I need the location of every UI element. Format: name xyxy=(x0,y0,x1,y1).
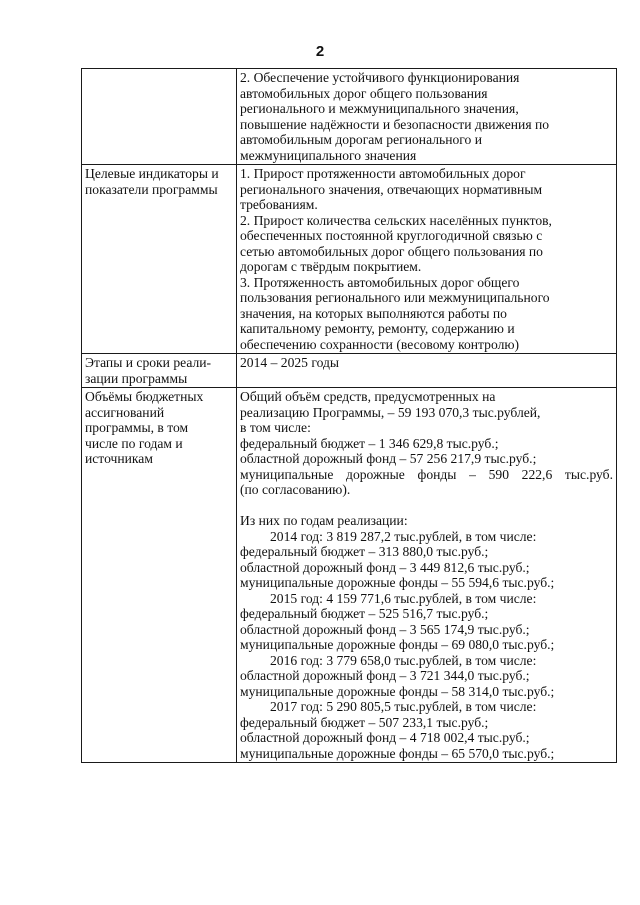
table-row xyxy=(82,69,617,165)
content-line: муниципальные дорожные фонды – 65 570,0 тыс.руб.; xyxy=(240,745,555,761)
content-line: областной дорожный фонд – 3 565 174,9 тыс.руб.; xyxy=(240,621,530,637)
content-line: 2. Обеспечение устойчивого функционирования xyxy=(240,70,520,85)
row-label-cell xyxy=(82,354,237,388)
label-line: Объёмы бюджетных xyxy=(85,389,204,404)
content-line: (по согласованию). xyxy=(240,482,351,497)
row-content-cell xyxy=(237,69,617,165)
content-line: муниципальные дорожные фонды – 69 080,0 тыс.руб.; xyxy=(240,637,555,652)
content-line: федеральный бюджет – 507 233,1 тыс.руб.; xyxy=(240,714,489,730)
row-content-cell xyxy=(237,388,617,763)
content-line: федеральный бюджет – 525 516,7 тыс.руб.; xyxy=(240,606,489,621)
content-line: областной дорожный фонд – 57 256 217,9 тыс.руб.; xyxy=(240,451,537,466)
content-line: 2014 год: 3 819 287,2 тыс.рублей, в том числе: xyxy=(270,528,537,544)
content-line: 3. Протяженность автомобильных дорог общего xyxy=(240,274,520,290)
content-line: сетью автомобильных дорог общего пользования по xyxy=(240,243,543,259)
row-label-cell xyxy=(82,69,237,165)
label-line: зации программы xyxy=(85,370,188,386)
content-line: 2017 год: 5 290 805,5 тыс.рублей, в том числе: xyxy=(270,699,537,714)
row-label-cell xyxy=(82,165,237,354)
label-line: источникам xyxy=(85,451,153,466)
label-line: программы, в том xyxy=(85,420,189,435)
content-line: 2016 год: 3 779 658,0 тыс.рублей, в том числе: xyxy=(270,652,537,668)
content-line: автомобильных дорог общего пользования xyxy=(240,85,488,101)
content-line: реализацию Программы, – 59 193 070,3 тыс.рублей, xyxy=(240,404,541,420)
content-line: Общий объём средств, предусмотренных на xyxy=(240,389,496,404)
content-line: требованиям. xyxy=(240,197,318,212)
page-number: 2 xyxy=(315,43,325,60)
content-line: капитальному ремонту, ремонту, содержанию и xyxy=(240,321,515,336)
content-line: Из них по годам реализации: xyxy=(240,513,408,528)
label-line: ассигнований xyxy=(85,404,165,420)
content-line: обеспеченных постоянной круглогодичной связью с xyxy=(240,228,543,243)
content-line: значения, на которых выполняются работы по xyxy=(240,305,507,321)
content-line: обеспечению сохранности (весовому контролю) xyxy=(240,336,520,352)
content-line: областной дорожный фонд – 4 718 002,4 тыс.руб.; xyxy=(240,730,530,745)
label-line: Целевые индикаторы и xyxy=(85,166,219,181)
row-content-cell xyxy=(237,165,617,354)
content-line: 2014 – 2025 годы xyxy=(240,355,340,370)
label-line: Этапы и сроки реали- xyxy=(85,355,212,370)
content-line: 2015 год: 4 159 771,6 тыс.рублей, в том числе: xyxy=(270,590,537,606)
content-line: федеральный бюджет – 1 346 629,8 тыс.руб.; xyxy=(240,435,499,451)
content-line: в том числе: xyxy=(240,420,311,435)
content-line: межмуниципального значения xyxy=(240,147,417,163)
row-label-cell xyxy=(82,388,237,763)
content-line: автомобильным дорогам регионального и xyxy=(240,132,482,147)
table-row xyxy=(82,354,617,388)
content-line: муниципальные дорожные фонды – 590 222,6 тыс.руб. xyxy=(240,466,613,482)
content-line: областной дорожный фонд – 3 721 344,0 тыс.руб.; xyxy=(240,668,530,683)
content-line: федеральный бюджет – 313 880,0 тыс.руб.; xyxy=(240,544,489,559)
content-line: пользования регионального или межмуниципального xyxy=(240,290,550,305)
blank-line xyxy=(240,498,613,514)
label-line: числе по годам и xyxy=(85,435,183,451)
row-content-cell xyxy=(237,354,617,388)
content-line: регионального значения, отвечающих нормативным xyxy=(240,181,543,197)
table-row xyxy=(82,388,617,763)
content-line: муниципальные дорожные фонды – 55 594,6 тыс.руб.; xyxy=(240,575,555,590)
content-line: повышение надёжности и безопасности движения по xyxy=(240,116,550,132)
table-row xyxy=(82,165,617,354)
content-line: 1. Прирост протяженности автомобильных дорог xyxy=(240,166,526,181)
program-passport-table xyxy=(81,68,617,763)
content-line: регионального и межмуниципального значения, xyxy=(240,101,519,116)
content-line: областной дорожный фонд – 3 449 812,6 тыс.руб.; xyxy=(240,559,530,575)
content-line: дорогам с твёрдым покрытием. xyxy=(240,259,422,274)
label-line: показатели программы xyxy=(85,181,218,197)
content-line: 2. Прирост количества сельских населённых пунктов, xyxy=(240,212,552,228)
content-line: муниципальные дорожные фонды – 58 314,0 тыс.руб.; xyxy=(240,683,555,699)
